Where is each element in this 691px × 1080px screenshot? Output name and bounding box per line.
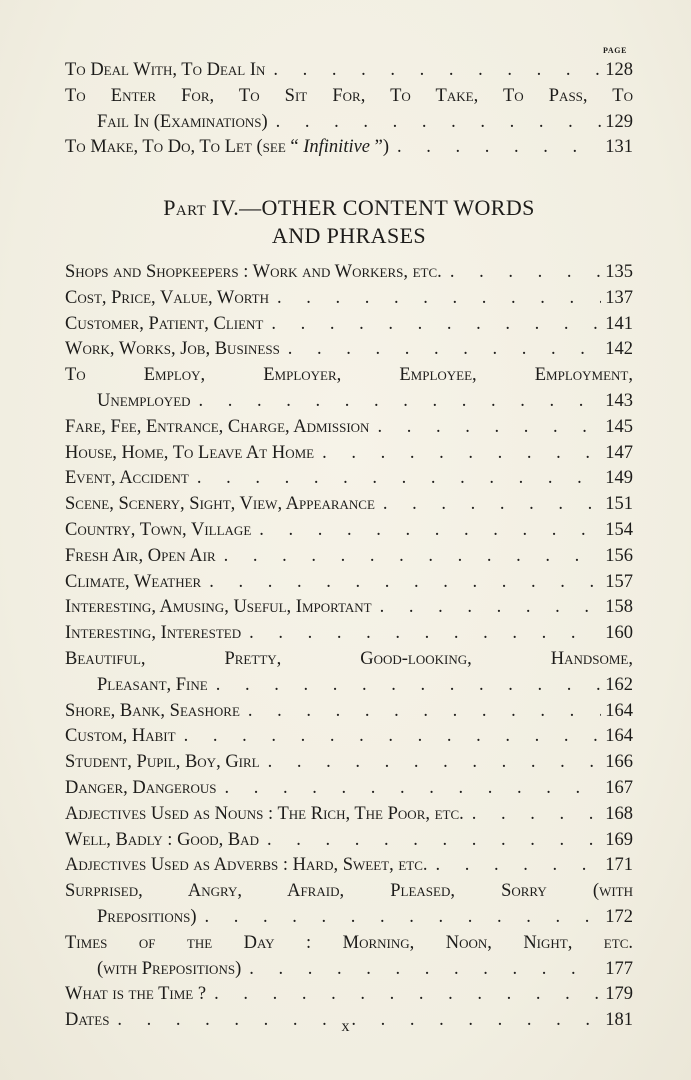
entry-title: Country, Town, Village: [65, 519, 252, 540]
entry-title: To Deal With, To Deal In: [65, 60, 266, 80]
entry-title: What is the Time ?: [65, 984, 207, 1005]
page-number: 167: [605, 777, 633, 798]
entry-title: Customer, Patient, Client: [65, 313, 264, 334]
entry-title: Adjectives Used as Nouns : The Rich, The Poor, etc.: [65, 803, 464, 824]
entry-title: Surprised, Angry, Afraid, Pleased, Sorry (with: [65, 881, 633, 902]
page-number: 169: [605, 829, 633, 850]
leader-dots: [428, 853, 601, 879]
leader-dots: [206, 982, 601, 1008]
entry-title: Cost, Price, Value, Worth: [65, 287, 269, 308]
toc-entry: [65, 312, 633, 338]
page-number: 181: [605, 1010, 633, 1031]
leader-dots: [240, 699, 601, 725]
leader-dots: [259, 828, 601, 854]
leader-dots: [176, 724, 601, 750]
page-number: 129: [605, 111, 633, 132]
page-column-label: PAGE: [603, 46, 628, 55]
toc-entry: [65, 286, 633, 312]
toc-entry: [65, 931, 633, 983]
toc-entry: [65, 570, 633, 596]
page-number: 135: [605, 262, 633, 282]
entry-title: Fresh Air, Open Air: [65, 545, 216, 566]
toc-entry: [65, 621, 633, 647]
leader-dots: [375, 492, 601, 518]
page-number: 168: [605, 803, 633, 824]
toc-entry: [65, 135, 633, 161]
entry-title-continued: Pleasant, Fine: [97, 674, 208, 695]
page-number: 142: [605, 339, 633, 360]
section-title-line1: OTHER CONTENT WORDS: [261, 195, 535, 220]
leader-dots: [263, 312, 601, 338]
entry-title: To Make, To Do, To Let (see “ Infinitive ”): [65, 137, 390, 158]
page-number: 172: [605, 906, 633, 927]
toc-entry: [65, 699, 633, 725]
leader-dots: [372, 595, 601, 621]
entry-title: To Employ, Employer, Employee, Employment,: [65, 365, 633, 386]
page-number: 164: [605, 726, 633, 747]
leader-dots: [314, 441, 601, 467]
entry-title: House, Home, To Leave At Home: [65, 442, 315, 463]
leader-dots: [241, 957, 601, 983]
main-entries-list: [65, 260, 633, 1034]
page-number: 166: [605, 752, 633, 773]
toc-entry: [65, 750, 633, 776]
toc-entry: [65, 260, 633, 286]
leader-dots: [269, 286, 601, 312]
page-number: 128: [605, 60, 633, 80]
entry-title: Beautiful, Pretty, Good-looking, Handsome,: [65, 648, 633, 669]
leader-dots: [464, 802, 601, 828]
leader-dots: [389, 135, 601, 161]
part-label: Part IV.—: [163, 195, 262, 220]
page-number: 151: [605, 494, 633, 515]
toc-entry: [65, 337, 633, 363]
entry-title: Danger, Dangerous: [65, 777, 217, 798]
top-entries-list: [65, 58, 633, 161]
page-number: 137: [605, 287, 633, 308]
entry-title: Student, Pupil, Boy, Girl: [65, 752, 260, 773]
leader-dots: [265, 58, 601, 84]
entry-title: Fare, Fee, Entrance, Charge, Admission: [65, 416, 370, 437]
leader-dots: [369, 415, 601, 441]
toc-entry: [65, 724, 633, 750]
entry-title: Adjectives Used as Adverbs : Hard, Sweet, etc.: [65, 855, 428, 876]
entry-title: Climate, Weather: [65, 571, 202, 592]
page-number: 171: [605, 855, 633, 876]
entry-title: Times of the Day : Morning, Noon, Night, etc.: [65, 932, 633, 953]
page-number: 177: [605, 958, 633, 979]
entry-title: Work, Works, Job, Business: [65, 339, 280, 360]
toc-entry: [65, 802, 633, 828]
page-number: 143: [605, 390, 633, 411]
entry-title-continued: Unemployed: [97, 390, 191, 411]
entry-title: Interesting, Interested: [65, 623, 242, 644]
folio-page-number: x: [341, 1018, 350, 1035]
section-title-line2: AND PHRASES: [271, 223, 427, 248]
toc-entry: [65, 441, 633, 467]
leader-dots: [208, 673, 601, 699]
page-number: 179: [605, 984, 633, 1005]
entry-title: Event, Accident: [65, 468, 189, 489]
leader-dots: [241, 621, 601, 647]
leader-dots: [191, 389, 601, 415]
page-number: 149: [605, 468, 633, 489]
toc-entry: [65, 828, 633, 854]
entry-title-italic: Infinitive: [303, 137, 371, 158]
toc-entry: [65, 415, 633, 441]
page-number: 147: [605, 442, 633, 463]
entry-title-continued: Prepositions): [97, 906, 197, 927]
page-number: 154: [605, 519, 633, 540]
entry-title: Well, Badly : Good, Bad: [65, 829, 259, 850]
toc-entry: [65, 776, 633, 802]
toc-entry: [65, 58, 633, 84]
toc-entry: [65, 492, 633, 518]
toc-entry: [65, 84, 633, 136]
toc-entry: [65, 879, 633, 931]
entry-title: Scene, Scenery, Sight, View, Appearance: [65, 494, 375, 515]
entry-title: Shore, Bank, Seashore: [65, 700, 240, 721]
toc-entry: [65, 982, 633, 1008]
entry-title: Dates: [65, 1010, 110, 1031]
entry-title: Interesting, Amusing, Useful, Important: [65, 597, 372, 618]
page-number: 160: [605, 623, 633, 644]
section-heading: [65, 194, 633, 250]
toc-entry: [65, 595, 633, 621]
leader-dots: [197, 905, 601, 931]
leader-dots: [189, 466, 601, 492]
entry-title: Shops and Shopkeepers : Work and Workers, etc.: [65, 262, 442, 282]
leader-dots: [442, 260, 601, 286]
leader-dots: [260, 750, 601, 776]
toc-entry: [65, 647, 633, 699]
page-number: 162: [605, 674, 633, 695]
page-number: 156: [605, 545, 633, 566]
leader-dots: [251, 518, 601, 544]
toc-entry: [65, 518, 633, 544]
leader-dots: [280, 337, 601, 363]
toc-entry: [65, 544, 633, 570]
page-number: 131: [605, 137, 633, 158]
toc-entry: [65, 853, 633, 879]
page-number: 164: [605, 700, 633, 721]
page-number: 145: [605, 416, 633, 437]
page-number: 141: [605, 313, 633, 334]
toc-entry: [65, 466, 633, 492]
page-number: 157: [605, 571, 633, 592]
leader-dots: [268, 110, 601, 136]
leader-dots: [201, 570, 601, 596]
entry-title-continued: (with Prepositions): [97, 958, 242, 979]
entry-title: Custom, Habit: [65, 726, 176, 747]
toc-entry: [65, 363, 633, 415]
leader-dots: [217, 776, 601, 802]
entry-title-continued: Fail In (Examinations): [97, 111, 268, 132]
page-number: 158: [605, 597, 633, 618]
leader-dots: [216, 544, 601, 570]
entry-title: To Enter For, To Sit For, To Take, To Pass, To: [65, 85, 633, 106]
